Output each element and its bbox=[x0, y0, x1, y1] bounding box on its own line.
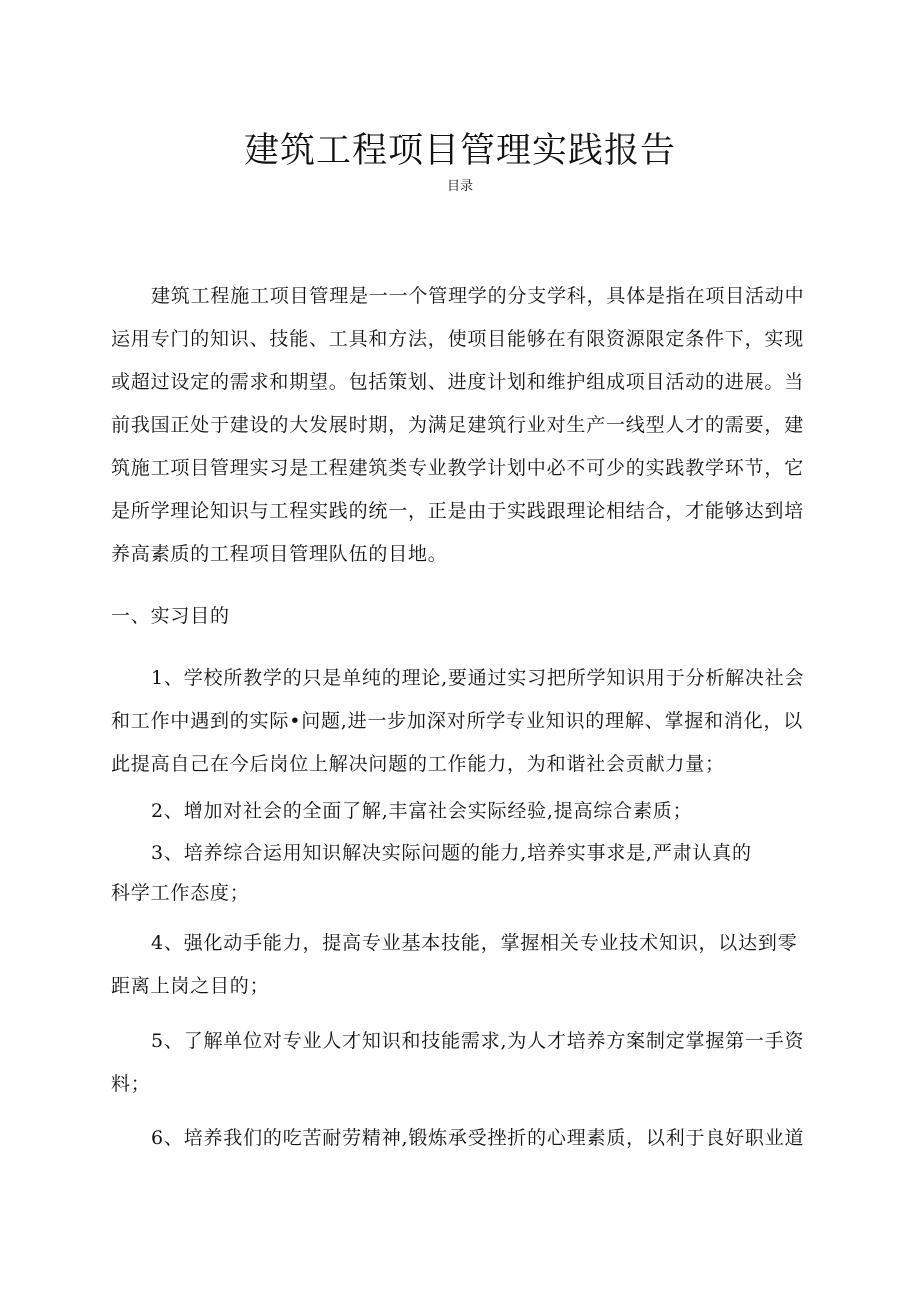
text-line: 料； bbox=[111, 1073, 151, 1095]
text-line: 2、增加对社会的全面了解,丰富社会实际经验,提高综合素质； bbox=[151, 800, 693, 822]
text-line: 是所学理论知识与工程实践的统一，正是由于实践跟理论相结合，才能够达到培 bbox=[111, 500, 805, 522]
text-line: 4、强化动手能力，提高专业基本技能，掌握相关专业技术知识，以达到零 bbox=[151, 932, 798, 954]
text-line: 科学工作态度； bbox=[111, 882, 250, 904]
text-line: 和工作中遇到的实际•问题,进一步加深对所学专业知识的理解、掌握和消化，以 bbox=[111, 710, 804, 732]
text-line: 6、培养我们的吃苦耐劳精神,锻炼承受挫折的心理素质，以利于良好职业道 bbox=[151, 1127, 805, 1149]
text-line: 5、了解单位对专业人才知识和技能需求,为人才培养方案制定掌握第一手资 bbox=[151, 1030, 805, 1052]
text-line: 前我国正处于建设的大发展时期，为满足建筑行业对生产一线型人才的需要，建 bbox=[111, 414, 805, 436]
text-line: 建筑工程施工项目管理是一一个管理学的分支学科，具体是指在项目活动中 bbox=[151, 285, 805, 307]
toc-label: 目录 bbox=[446, 179, 473, 194]
text-line: 筑施工项目管理实习是工程建筑类专业教学计划中必不可少的实践教学环节，它 bbox=[111, 457, 805, 479]
text-line: 运用专门的知识、技能、工具和方法，使项目能够在有限资源限定条件下，实现 bbox=[111, 328, 805, 350]
text-line: 或超过设定的需求和期望。包括策划、进度计划和维护组成项目活动的进展。当 bbox=[111, 371, 805, 393]
page-title: 建筑工程项目管理实践报告 bbox=[243, 131, 676, 171]
text-line: 此提高自己在今后岗位上解决问题的工作能力，为和谐社会贡献力量； bbox=[111, 753, 725, 775]
text-line: 3、培养综合运用知识解决实际问题的能力,培养实事求是,严肃认真的 bbox=[151, 842, 752, 864]
text-line: 养高素质的工程项目管理队伍的目地。 bbox=[111, 543, 448, 565]
section-heading: 一、实习目的 bbox=[111, 605, 230, 627]
text-line: 1、学校所教学的只是单纯的理论,要通过实习把所学知识用于分析解决社会 bbox=[151, 667, 805, 689]
text-line: 距离上岗之目的； bbox=[111, 975, 270, 997]
